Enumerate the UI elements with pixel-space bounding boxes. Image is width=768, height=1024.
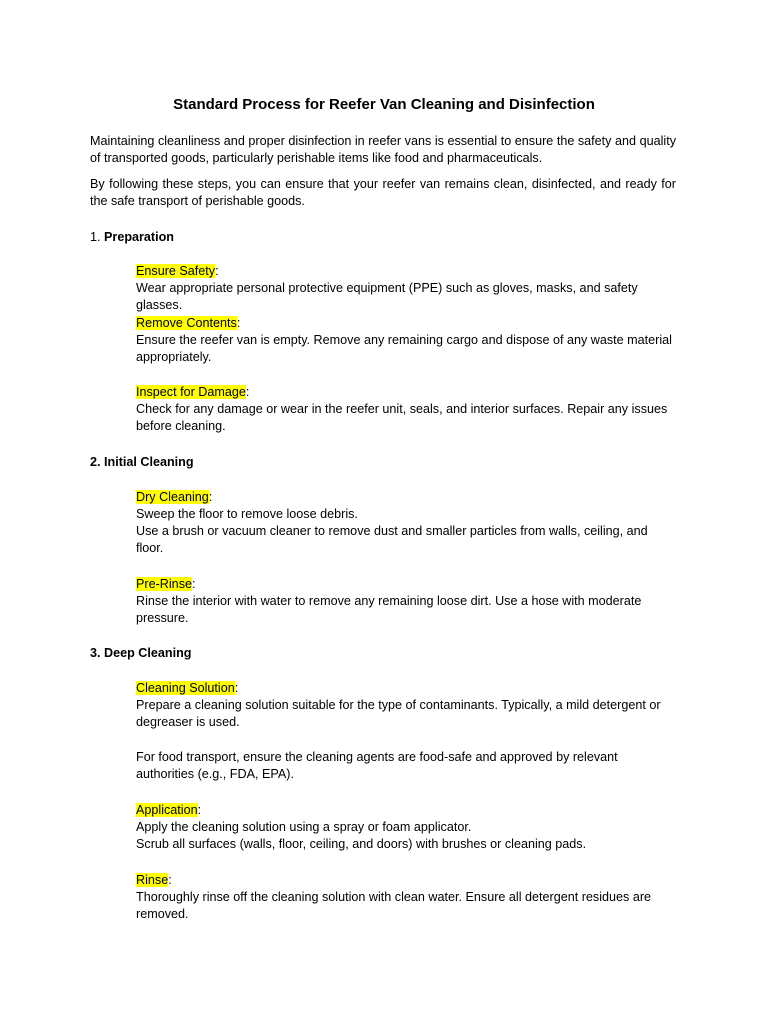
step-label-line: Inspect for Damage: xyxy=(136,385,250,399)
step-description: Apply the cleaning solution using a spray or foam applicator. xyxy=(136,820,472,834)
step-description: For food transport, ensure the cleaning agents are food-safe and approved by relevant authorities (e.g., FDA, EPA). xyxy=(136,750,618,781)
step-application xyxy=(136,802,676,853)
step-label-line: Remove Contents: xyxy=(136,316,241,330)
step-label-line: Ensure Safety: xyxy=(136,264,219,278)
section-title: Preparation xyxy=(104,230,175,244)
section-title: 3. Deep Cleaning xyxy=(90,646,192,660)
intro-paragraph-2: By following these steps, you can ensure that your reefer van remains clean, disinfected, and ready for the safe transport of perishable goods. xyxy=(90,177,676,208)
step-label: Cleaning Solution xyxy=(136,681,235,695)
section-heading-preparation xyxy=(90,229,174,246)
step-ensure-safety xyxy=(136,263,676,314)
step-inspect-for-damage xyxy=(136,384,676,435)
step-label: Remove Contents xyxy=(136,316,237,330)
section-heading-initial-cleaning xyxy=(90,454,194,471)
step-cleaning-solution xyxy=(136,680,676,731)
step-description: Ensure the reefer van is empty. Remove any remaining cargo and dispose of any waste material appropriately. xyxy=(136,333,672,364)
intro-paragraph-1: Maintaining cleanliness and proper disinfection in reefer vans is essential to ensure the safety and quality of transported goods, particularly perishable items like food and pharmaceuticals. xyxy=(90,134,676,165)
step-label-line: Rinse: xyxy=(136,873,172,887)
step-label: Application xyxy=(136,803,198,817)
step-label: Ensure Safety xyxy=(136,264,216,278)
step-label-line: Dry Cleaning: xyxy=(136,490,213,504)
step-label: Dry Cleaning xyxy=(136,490,209,504)
section-title: 2. Initial Cleaning xyxy=(90,455,194,469)
step-description: Wear appropriate personal protective equipment (PPE) such as gloves, masks, and safety glasses. xyxy=(136,281,638,312)
section-heading-deep-cleaning xyxy=(90,645,191,662)
document-title: Standard Process for Reefer Van Cleaning and Disinfection xyxy=(173,96,595,113)
step-description: Thoroughly rinse off the cleaning solution with clean water. Ensure all detergent residues are removed. xyxy=(136,890,652,921)
step-label-line: Application: xyxy=(136,803,202,817)
step-description: Prepare a cleaning solution suitable for the type of contaminants. Typically, a mild detergent or degreaser is used. xyxy=(136,698,661,729)
step-label-line: Pre-Rinse: xyxy=(136,577,196,591)
step-label: Inspect for Damage xyxy=(136,385,246,399)
step-label-line: Cleaning Solution: xyxy=(136,681,239,695)
step-food-safe-note xyxy=(136,749,676,783)
step-description: Check for any damage or wear in the reefer unit, seals, and interior surfaces. Repair any issues before cleaning. xyxy=(136,402,668,433)
step-description: Rinse the interior with water to remove any remaining loose dirt. Use a hose with moderate pressure. xyxy=(136,594,642,625)
step-label: Rinse xyxy=(136,873,169,887)
step-rinse xyxy=(136,872,676,923)
step-pre-rinse xyxy=(136,576,676,627)
step-description: Use a brush or vacuum cleaner to remove dust and smaller particles from walls, ceiling, and floor. xyxy=(136,524,648,555)
step-remove-contents xyxy=(136,315,676,366)
step-description: Scrub all surfaces (walls, floor, ceiling, and doors) with brushes or cleaning pads. xyxy=(136,837,587,851)
section-number: 1. xyxy=(90,230,105,244)
step-dry-cleaning xyxy=(136,489,676,557)
step-description: Sweep the floor to remove loose debris. xyxy=(136,507,358,521)
step-label: Pre-Rinse xyxy=(136,577,192,591)
